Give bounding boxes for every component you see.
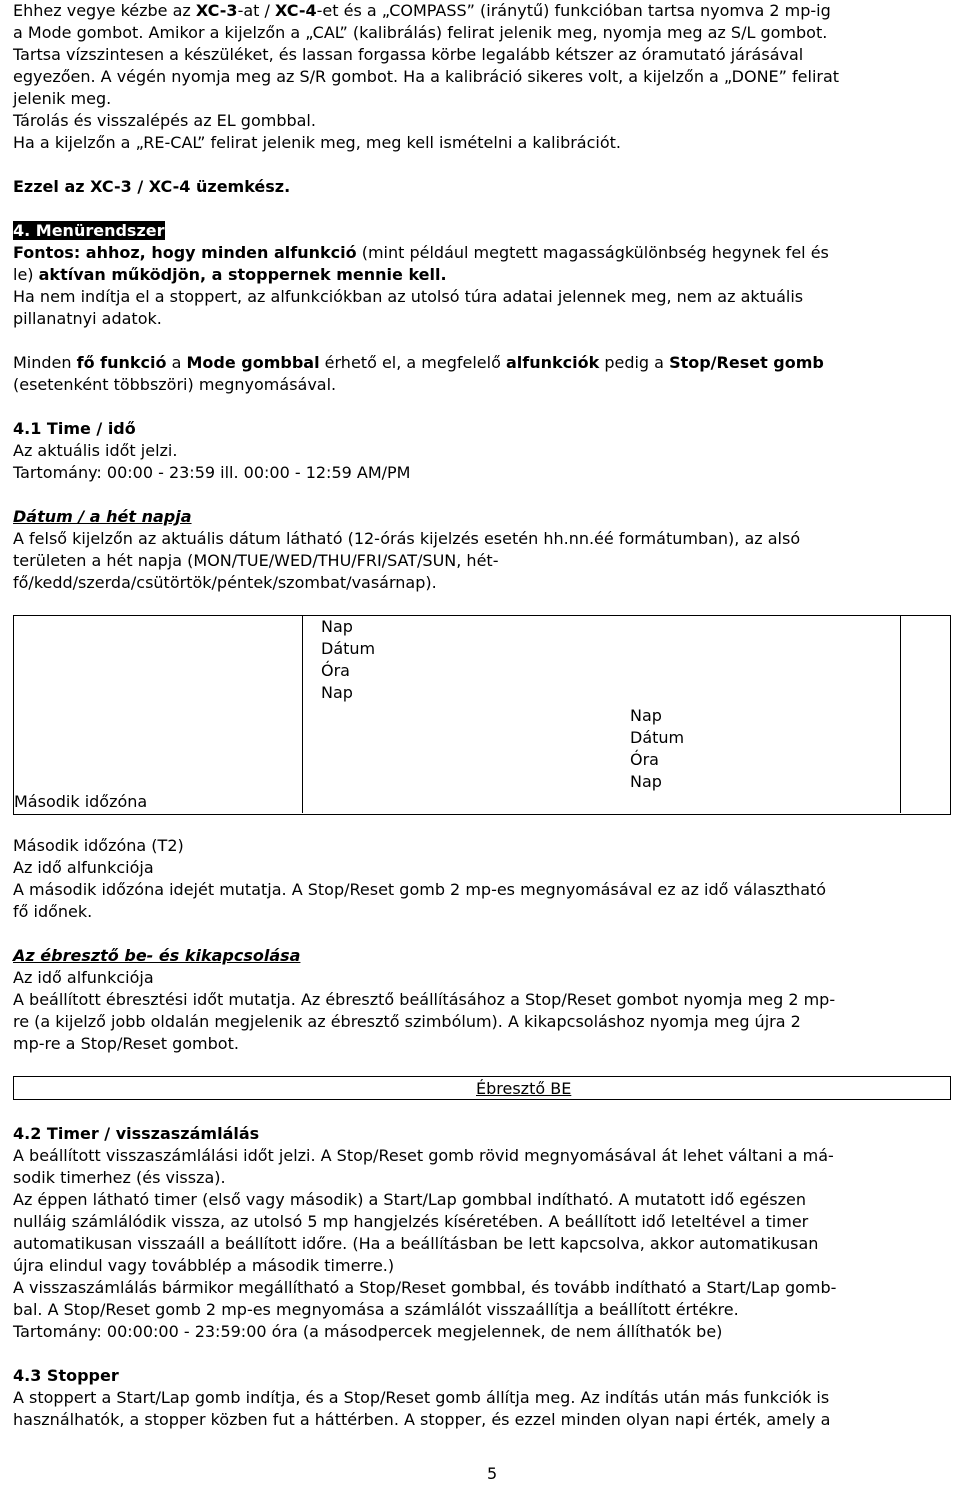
text-line: A beállított visszaszámlálási időt jelzi. A Stop/Reset gomb rövid megnyomásával át lehet váltani a má- (13, 1146, 834, 1165)
page-number: 5 (487, 1464, 498, 1483)
text-line: automatikusan visszaáll a beállított időre. (Ha a beállításban be lett kapcsolva, akkor automatikusan (13, 1234, 819, 1253)
text-span: le) (13, 265, 39, 284)
section-4-3 (13, 1365, 955, 1431)
figure-divider (900, 616, 901, 813)
document-page (13, 0, 955, 1483)
figure-item: Nap (321, 617, 353, 636)
text-line: használhatók, a stopper közben fut a háttérben. A stopper, és ezzel minden olyan napi érték, amely a (13, 1410, 831, 1429)
text-span: pedig a (599, 353, 670, 372)
figure-item: Dátum (321, 639, 376, 658)
alarm-on-figure (13, 1076, 951, 1100)
figure-item: Dátum (630, 728, 685, 747)
text-line (13, 352, 955, 374)
bold-text: aktívan működjön, a stoppernek mennie kell. (38, 265, 447, 284)
alarm-section (13, 945, 955, 1055)
text-line: Tartsa vízszintesen a készüléket, és lassan forgassa körbe legalább kétszer az óramutató járásával (13, 45, 804, 64)
text-line (13, 264, 955, 286)
second-timezone-section (13, 835, 955, 923)
text-span: -et és a „COMPASS” (iránytű) funkcióban tartsa nyomva 2 mp-ig (316, 1, 831, 20)
text-span: -at / (237, 1, 275, 20)
bold-text: Stop/Reset gomb (669, 353, 824, 372)
bold-text: XC-4 (274, 1, 317, 20)
text-line: Az idő alfunkciója (13, 858, 154, 877)
bold-text: alfunkciók (505, 353, 600, 372)
lower-content (13, 835, 955, 1055)
text-line: mp-re a Stop/Reset gombot. (13, 1034, 239, 1053)
section-4-2 (13, 1123, 955, 1343)
text-line: Az éppen látható timer (első vagy második) a Start/Lap gombbal indítható. A mutatott idő egészen (13, 1190, 806, 1209)
text-line: egyezően. A végén nyomja meg az S/R gombot. Ha a kalibráció sikeres volt, a kijelzőn a „DONE” felirat (13, 67, 840, 86)
section-4 (13, 220, 955, 396)
figure-item: Nap (630, 706, 662, 725)
subsection-title: Az ébresztő be- és kikapcsolása (13, 946, 301, 965)
text-line: Tárolás és visszalépés az EL gombbal. (13, 111, 316, 130)
text-span: Ehhez vegye kézbe az (13, 1, 196, 20)
text-line: A stoppert a Start/Lap gomb indítja, és a Stop/Reset gomb állítja meg. Az indítás után más funkciók is (13, 1388, 830, 1407)
text-line: fő időnek. (13, 902, 93, 921)
figure-column-1 (321, 616, 375, 704)
text-line: (esetenként többszöri) megnyomásával. (13, 375, 337, 394)
text-line: újra elindul vagy továbblép a második timerre.) (13, 1256, 395, 1275)
section-title: 4.3 Stopper (13, 1366, 119, 1385)
figure-column-2 (630, 705, 684, 793)
figure-label: Második időzóna (14, 792, 148, 811)
text-line: Ha nem indítja el a stoppert, az alfunkciókban az utolsó túra adatai jelennek meg, nem az aktuális (13, 287, 804, 306)
section-4-1 (13, 418, 955, 594)
text-line: Ha a kijelzőn a „RE-CAL” felirat jelenik meg, meg kell ismételni a kalibrációt. (13, 133, 621, 152)
text-line: re (a kijelző jobb oldalán megjelenik az ébresztő szimbólum). A kikapcsoláshoz nyomja meg újra 2 (13, 1012, 801, 1031)
text-line: nulláig számlálódik vissza, az utolsó 5 mp hangjelzés kíséretében. A beállított idő leteltével a timer (13, 1212, 809, 1231)
bold-text: Mode gombbal (186, 353, 320, 372)
text-line: területen a hét napja (MON/TUE/WED/THU/FRI/SAT/SUN, hét- (13, 551, 499, 570)
bold-text: fő funkció (76, 353, 167, 372)
figure-item: Óra (630, 750, 659, 769)
section-title: 4.1 Time / idő (13, 419, 136, 438)
text-line: bal. A Stop/Reset gomb 2 mp-es megnyomása a számlálót visszaállítja a beállított értékre. (13, 1300, 739, 1319)
highlighted-heading: 4. Menürendszer (13, 221, 165, 240)
text-span: (mint például megtett magasságkülönbség hegynek fel és (356, 243, 829, 262)
figure-item: Óra (321, 661, 350, 680)
text-line: sodik timerhez (és vissza). (13, 1168, 226, 1187)
text-line (13, 0, 955, 22)
text-line: pillanatnyi adatok. (13, 309, 162, 328)
text-line: Az idő alfunkciója (13, 968, 154, 987)
text-line: A visszaszámlálás bármikor megállítható a Stop/Reset gombbal, és tovább indítható a Start/Lap gomb- (13, 1278, 837, 1297)
text-line: fő/kedd/szerda/csütörtök/péntek/szombat/vasárnap). (13, 573, 437, 592)
subsection-title: Dátum / a hét napja (13, 507, 192, 526)
section-title (13, 220, 955, 242)
text-line: jelenik meg. (13, 89, 112, 108)
text-span: érhető el, a megfelelő (319, 353, 506, 372)
text-span: Minden (13, 353, 77, 372)
second-timezone-figure (13, 615, 951, 815)
text-line: a Mode gombot. Amikor a kijelzőn a „CAL” (kalibrálás) felirat jelenik meg, nyomja meg az S/L gombot. (13, 23, 828, 42)
text-line: A beállított ébresztési időt mutatja. Az ébresztő beállításához a Stop/Reset gombot nyomja meg 2 mp- (13, 990, 836, 1009)
bold-text: XC-3 (195, 1, 238, 20)
text-span: a (166, 353, 187, 372)
text-line: A második időzóna idejét mutatja. A Stop/Reset gomb 2 mp-es megnyomásával ez az idő választható (13, 880, 827, 899)
figure-item: Nap (630, 772, 662, 791)
text-line: A felső kijelzőn az aktuális dátum látható (12-órás kijelzés esetén hh.nn.éé formátumban), az alsó (13, 529, 801, 548)
bold-text: Fontos: ahhoz, hogy minden alfunkció (13, 243, 357, 262)
text-line: Tartomány: 00:00:00 - 23:59:00 óra (a másodpercek megjelennek, de nem állíthatók be) (13, 1322, 723, 1341)
text-line: Az aktuális időt jelzi. (13, 441, 178, 460)
subsection-title: Második időzóna (T2) (13, 836, 184, 855)
text-line: Tartomány: 00:00 - 23:59 ill. 00:00 - 12:59 AM/PM (13, 463, 411, 482)
section-title: 4.2 Timer / visszaszámlálás (13, 1124, 260, 1143)
figure-item: Nap (321, 683, 353, 702)
ready-statement: Ezzel az XC-3 / XC-4 üzemkész. (13, 177, 291, 196)
bottom-content (13, 1123, 955, 1431)
figure-divider (302, 616, 951, 813)
calibration-paragraph (13, 0, 955, 154)
text-line (13, 242, 955, 264)
figure-label: Ébresztő BE (476, 1079, 572, 1098)
